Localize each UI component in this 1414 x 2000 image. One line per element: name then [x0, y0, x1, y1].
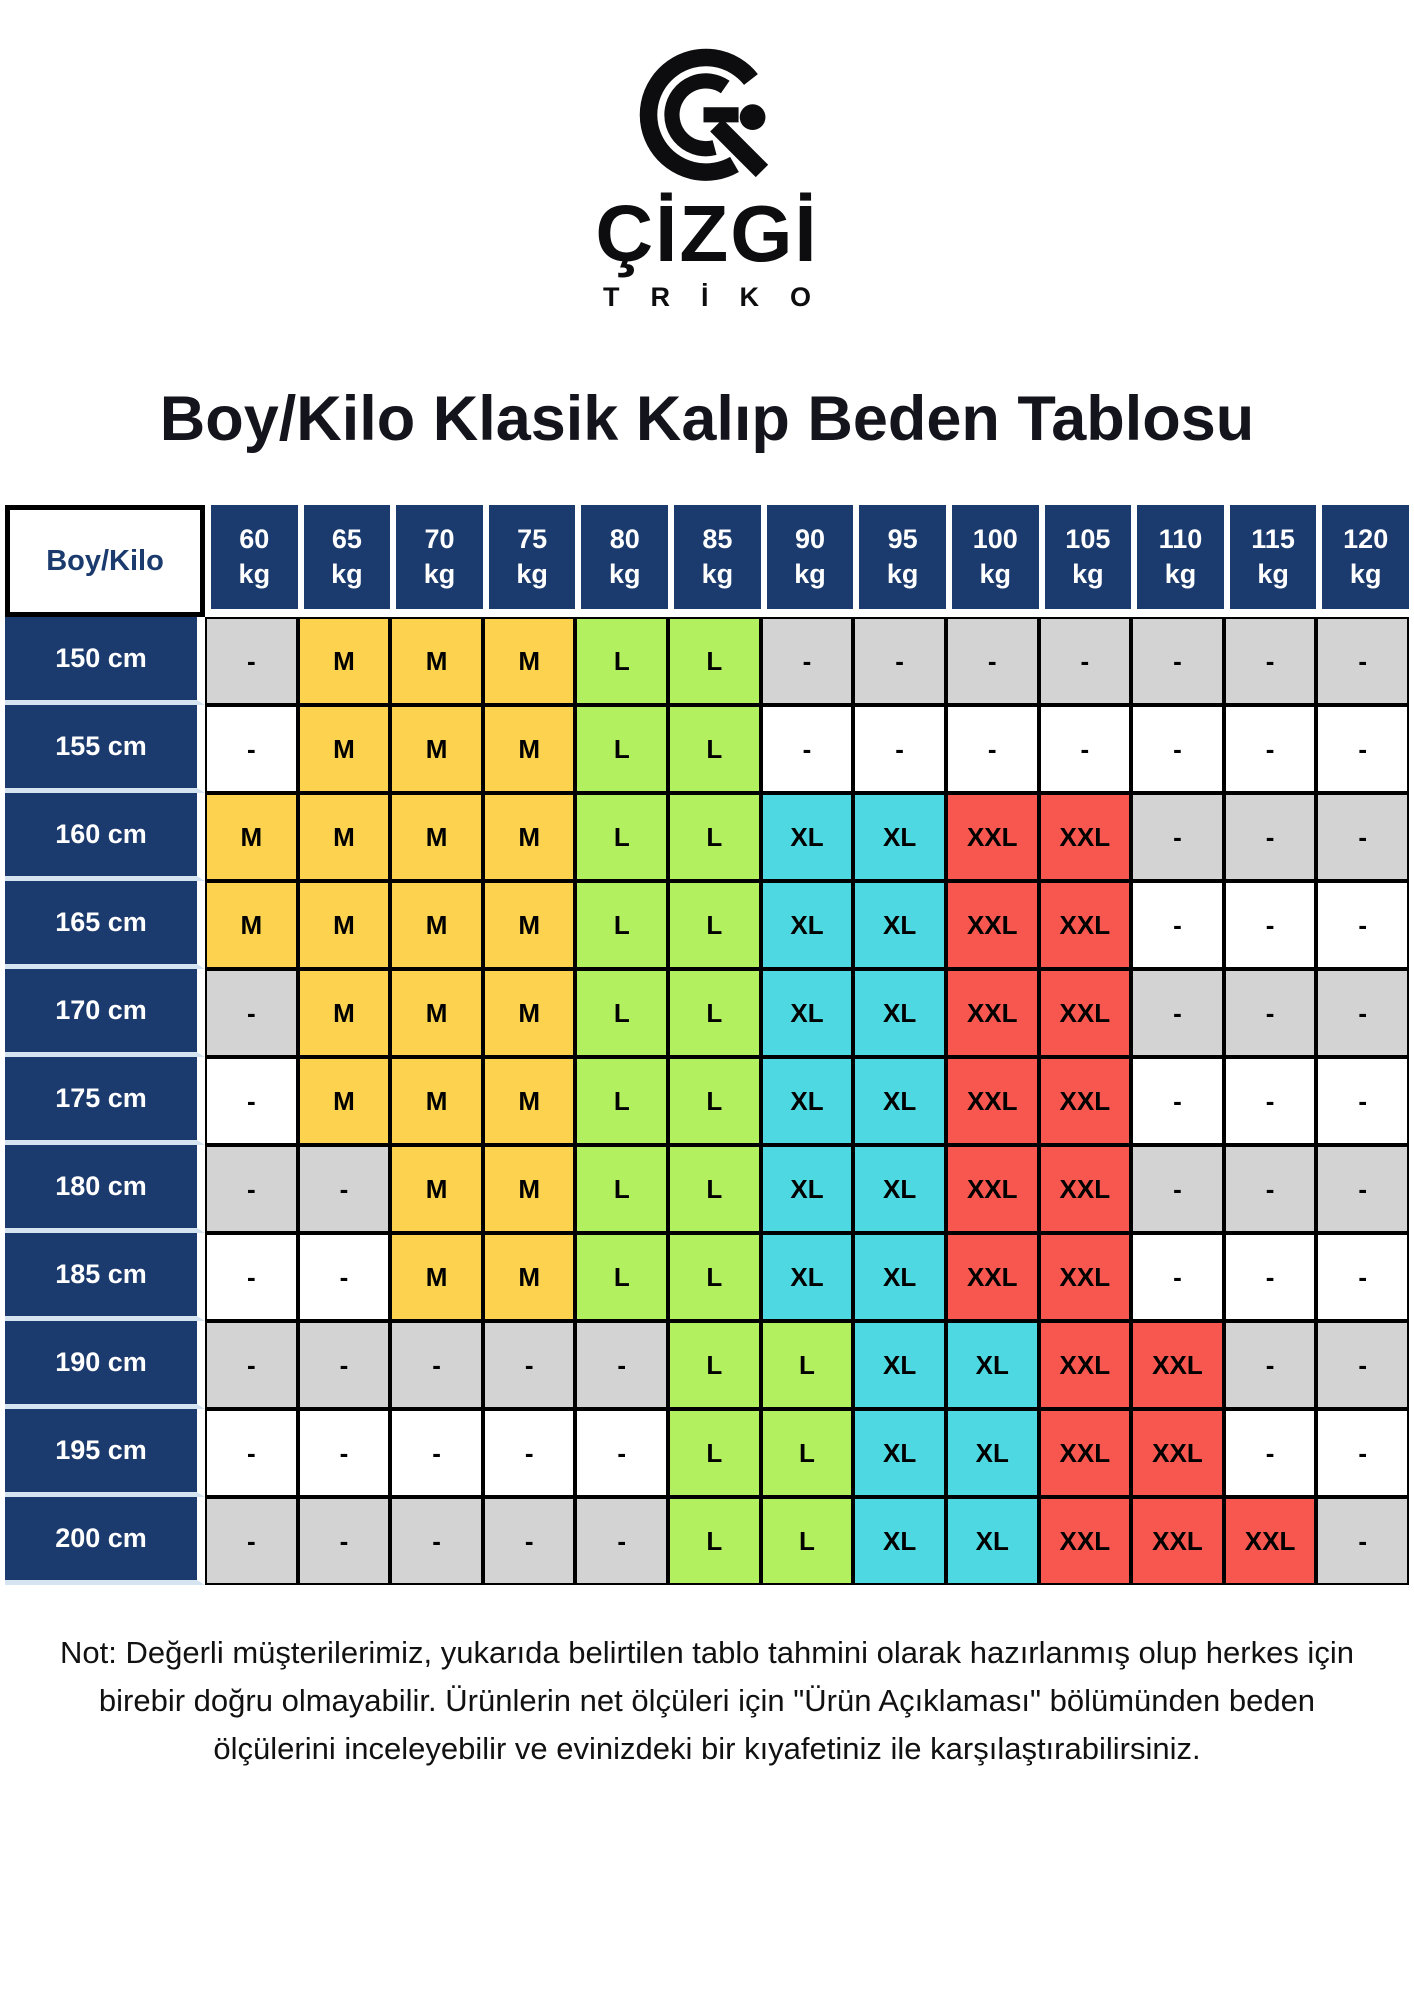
- size-cell: XXL: [1039, 969, 1132, 1057]
- size-cell: M: [483, 1233, 576, 1321]
- size-cell: -: [205, 1057, 298, 1145]
- size-cell: XL: [853, 1233, 946, 1321]
- size-cell: M: [298, 793, 391, 881]
- size-cell: XL: [853, 1057, 946, 1145]
- size-cell: M: [390, 617, 483, 705]
- size-cell: -: [1224, 1409, 1317, 1497]
- size-cell: XL: [853, 1409, 946, 1497]
- size-cell: XL: [853, 881, 946, 969]
- size-cell: -: [1224, 705, 1317, 793]
- size-cell: M: [483, 705, 576, 793]
- size-cell: M: [390, 881, 483, 969]
- size-cell: XXL: [1039, 881, 1132, 969]
- size-cell: -: [575, 1321, 668, 1409]
- size-cell: -: [205, 1497, 298, 1585]
- weight-header-cell: 100 kg: [946, 505, 1039, 617]
- size-cell: -: [298, 1145, 391, 1233]
- size-cell: L: [668, 705, 761, 793]
- size-cell: M: [390, 1057, 483, 1145]
- size-cell: -: [1131, 1057, 1224, 1145]
- weight-header-cell: 65 kg: [298, 505, 391, 617]
- height-row-label: 180 cm: [5, 1145, 205, 1233]
- size-cell: XXL: [1039, 793, 1132, 881]
- size-cell: -: [1224, 1233, 1317, 1321]
- size-cell: XXL: [946, 1145, 1039, 1233]
- size-cell: XXL: [1039, 1497, 1132, 1585]
- size-cell: XXL: [1131, 1321, 1224, 1409]
- height-row-label: 155 cm: [5, 705, 205, 793]
- size-cell: L: [668, 1057, 761, 1145]
- size-cell: M: [483, 969, 576, 1057]
- size-cell: L: [575, 1233, 668, 1321]
- size-cell: -: [853, 617, 946, 705]
- size-cell: XXL: [1039, 1145, 1132, 1233]
- size-cell: M: [298, 1057, 391, 1145]
- size-cell: XXL: [946, 1057, 1039, 1145]
- size-cell: XXL: [946, 1233, 1039, 1321]
- size-cell: -: [1316, 1497, 1409, 1585]
- size-cell: -: [1316, 617, 1409, 705]
- size-cell: M: [205, 881, 298, 969]
- size-cell: -: [205, 1409, 298, 1497]
- size-cell: XXL: [1039, 1409, 1132, 1497]
- weight-header-cell: 95 kg: [853, 505, 946, 617]
- size-cell: M: [298, 705, 391, 793]
- size-cell: -: [761, 705, 854, 793]
- size-cell: -: [483, 1497, 576, 1585]
- size-cell: M: [483, 793, 576, 881]
- size-cell: XL: [761, 1057, 854, 1145]
- height-row-label: 185 cm: [5, 1233, 205, 1321]
- brand-logo-icon: [631, 40, 783, 192]
- size-cell: XL: [761, 881, 854, 969]
- size-cell: XXL: [1039, 1057, 1132, 1145]
- size-cell: -: [298, 1497, 391, 1585]
- size-cell: XL: [853, 969, 946, 1057]
- size-cell: -: [946, 617, 1039, 705]
- size-cell: XXL: [946, 881, 1039, 969]
- size-cell: -: [1224, 1321, 1317, 1409]
- size-cell: -: [1039, 617, 1132, 705]
- size-cell: L: [575, 881, 668, 969]
- weight-header-cell: 110 kg: [1131, 505, 1224, 617]
- size-cell: -: [1224, 1057, 1317, 1145]
- size-cell: L: [575, 617, 668, 705]
- size-cell: -: [1316, 1409, 1409, 1497]
- size-cell: XL: [853, 1145, 946, 1233]
- size-cell: -: [761, 617, 854, 705]
- size-cell: -: [1131, 881, 1224, 969]
- size-cell: -: [1131, 1145, 1224, 1233]
- size-cell: M: [390, 1233, 483, 1321]
- size-cell: L: [668, 1321, 761, 1409]
- weight-header-cell: 120 kg: [1316, 505, 1409, 617]
- size-cell: L: [575, 1057, 668, 1145]
- size-cell: XL: [853, 1497, 946, 1585]
- size-cell: -: [1316, 881, 1409, 969]
- size-cell: -: [205, 969, 298, 1057]
- size-cell: -: [1316, 1321, 1409, 1409]
- size-cell: -: [205, 1233, 298, 1321]
- weight-header-cell: 115 kg: [1224, 505, 1317, 617]
- weight-header-cell: 75 kg: [483, 505, 576, 617]
- size-cell: L: [668, 881, 761, 969]
- size-cell: -: [298, 1321, 391, 1409]
- height-row-label: 175 cm: [5, 1057, 205, 1145]
- size-cell: XXL: [1224, 1497, 1317, 1585]
- corner-cell: Boy/Kilo: [5, 505, 205, 617]
- size-cell: XL: [946, 1497, 1039, 1585]
- weight-header-cell: 105 kg: [1039, 505, 1132, 617]
- size-cell: -: [1316, 1145, 1409, 1233]
- size-cell: XL: [761, 969, 854, 1057]
- height-row-label: 190 cm: [5, 1321, 205, 1409]
- size-cell: M: [390, 1145, 483, 1233]
- size-cell: XXL: [1039, 1233, 1132, 1321]
- height-row-label: 170 cm: [5, 969, 205, 1057]
- size-cell: -: [298, 1409, 391, 1497]
- size-cell: M: [298, 881, 391, 969]
- size-cell: XL: [761, 1145, 854, 1233]
- weight-header-cell: 80 kg: [575, 505, 668, 617]
- height-row-label: 150 cm: [5, 617, 205, 705]
- brand-submark: TRİKO: [603, 282, 842, 312]
- size-cell: -: [205, 617, 298, 705]
- size-cell: M: [298, 969, 391, 1057]
- size-cell: -: [1224, 881, 1317, 969]
- size-cell: XL: [761, 793, 854, 881]
- size-cell: M: [298, 617, 391, 705]
- weight-header-cell: 60 kg: [205, 505, 298, 617]
- size-cell: M: [205, 793, 298, 881]
- weight-header-cell: 85 kg: [668, 505, 761, 617]
- size-cell: L: [761, 1497, 854, 1585]
- size-table: [5, 505, 1409, 1585]
- page-title: Boy/Kilo Klasik Kalıp Beden Tablosu: [159, 384, 1255, 454]
- size-cell: -: [1316, 969, 1409, 1057]
- size-cell: L: [668, 969, 761, 1057]
- size-cell: -: [1131, 793, 1224, 881]
- size-cell: -: [575, 1409, 668, 1497]
- height-row-label: 200 cm: [5, 1497, 205, 1585]
- size-cell: L: [761, 1409, 854, 1497]
- size-cell: L: [761, 1321, 854, 1409]
- size-cell: XXL: [946, 793, 1039, 881]
- size-cell: L: [668, 1409, 761, 1497]
- size-cell: -: [1224, 793, 1317, 881]
- height-row-label: 195 cm: [5, 1409, 205, 1497]
- brand-wordmark: ÇİZGİ: [595, 189, 819, 278]
- footer-note: Not: Değerli müşterilerimiz, yukarıda belirtilen tablo tahmini olarak hazırlanmış olup herkes için birebir doğru olmayabilir. Ürünlerin net ölçüleri için "Ürün Açıklaması" bölümünden beden ölçülerini inceleyebilir ve evinizdeki bir kıyafetiniz ile karşılaştırabilirsiniz.: [60, 1635, 1354, 1767]
- size-cell: -: [205, 1145, 298, 1233]
- size-cell: -: [1224, 1145, 1317, 1233]
- size-cell: -: [483, 1409, 576, 1497]
- size-cell: -: [1316, 793, 1409, 881]
- size-cell: -: [1224, 969, 1317, 1057]
- size-cell: L: [575, 1145, 668, 1233]
- size-cell: -: [1316, 1057, 1409, 1145]
- height-row-label: 165 cm: [5, 881, 205, 969]
- size-cell: XL: [946, 1321, 1039, 1409]
- size-cell: -: [946, 705, 1039, 793]
- size-cell: -: [1131, 969, 1224, 1057]
- size-cell: -: [390, 1409, 483, 1497]
- brand-logo: [0, 0, 1414, 313]
- size-cell: -: [483, 1321, 576, 1409]
- size-cell: -: [298, 1233, 391, 1321]
- size-cell: -: [853, 705, 946, 793]
- size-cell: M: [483, 881, 576, 969]
- size-cell: -: [1131, 617, 1224, 705]
- size-cell: M: [483, 1145, 576, 1233]
- weight-header-cell: 90 kg: [761, 505, 854, 617]
- size-cell: XL: [853, 1321, 946, 1409]
- size-cell: -: [1316, 1233, 1409, 1321]
- size-cell: XXL: [946, 969, 1039, 1057]
- size-cell: -: [1131, 1233, 1224, 1321]
- weight-header-cell: 70 kg: [390, 505, 483, 617]
- size-cell: M: [483, 617, 576, 705]
- size-cell: -: [575, 1497, 668, 1585]
- size-cell: -: [1224, 617, 1317, 705]
- size-cell: M: [390, 969, 483, 1057]
- size-cell: -: [1039, 705, 1132, 793]
- size-cell: XL: [946, 1409, 1039, 1497]
- size-cell: M: [390, 705, 483, 793]
- height-row-label: 160 cm: [5, 793, 205, 881]
- size-cell: XL: [761, 1233, 854, 1321]
- size-cell: L: [575, 705, 668, 793]
- size-cell: L: [668, 1233, 761, 1321]
- size-cell: -: [390, 1497, 483, 1585]
- size-cell: L: [668, 1497, 761, 1585]
- size-cell: L: [668, 1145, 761, 1233]
- size-cell: L: [575, 793, 668, 881]
- size-cell: -: [205, 1321, 298, 1409]
- size-cell: M: [390, 793, 483, 881]
- size-cell: M: [483, 1057, 576, 1145]
- size-cell: -: [1316, 705, 1409, 793]
- size-cell: -: [390, 1321, 483, 1409]
- size-cell: -: [205, 705, 298, 793]
- size-cell: L: [668, 793, 761, 881]
- size-cell: XXL: [1039, 1321, 1132, 1409]
- size-cell: XXL: [1131, 1497, 1224, 1585]
- size-cell: L: [575, 969, 668, 1057]
- size-cell: XXL: [1131, 1409, 1224, 1497]
- size-cell: XL: [853, 793, 946, 881]
- size-cell: -: [1131, 705, 1224, 793]
- size-cell: L: [668, 617, 761, 705]
